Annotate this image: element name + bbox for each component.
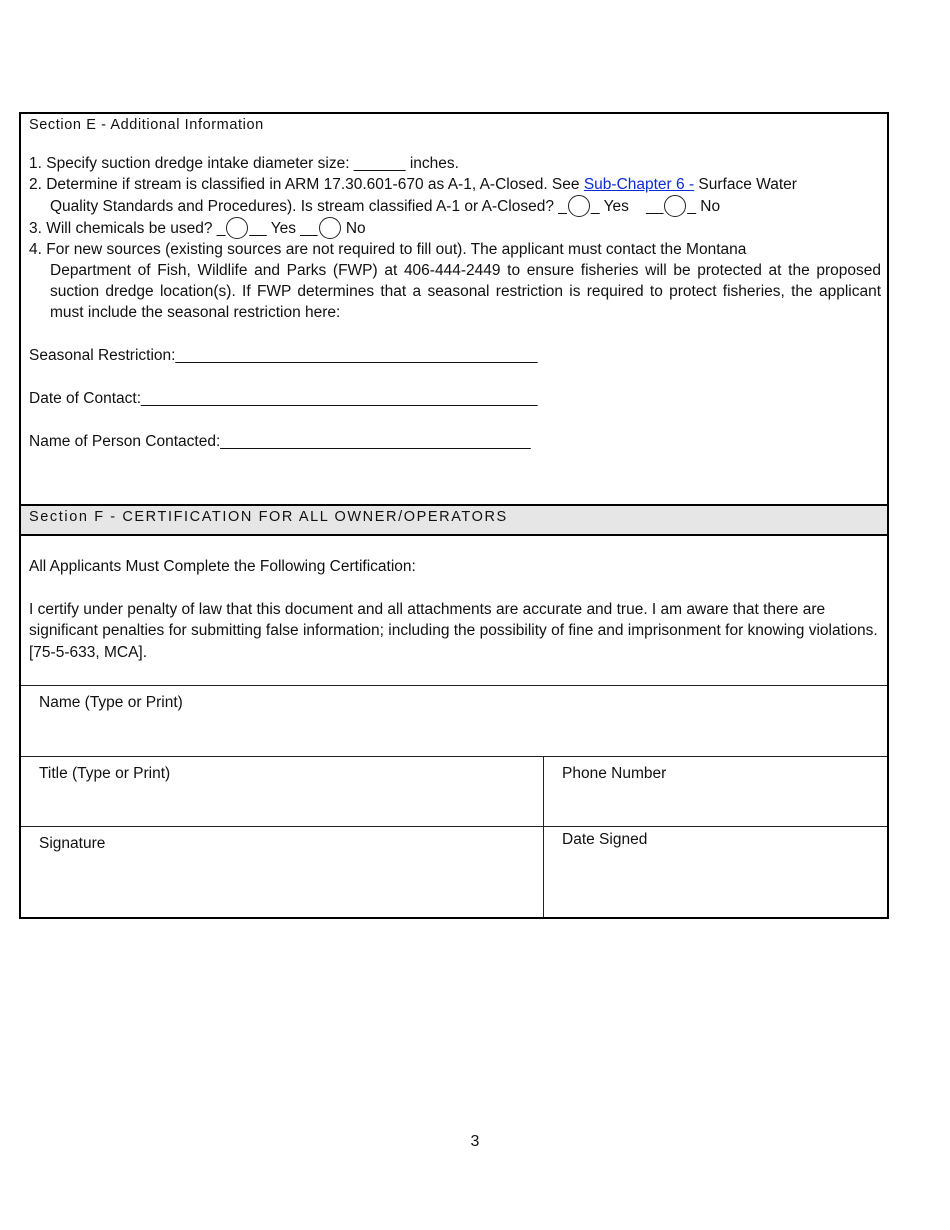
name-row xyxy=(21,686,887,757)
name-contacted-field[interactable]: Name of Person Contacted:____________________________________ xyxy=(29,433,531,450)
question-4-text: 4. For new sources (existing sources are not required to fill out). The applicant must contact the Montana xyxy=(29,241,747,258)
phone-label: Phone Number xyxy=(562,765,667,782)
certification-text xyxy=(21,536,887,686)
radio-q3-no[interactable] xyxy=(319,217,341,239)
section-f-title: Section F - CERTIFICATION FOR ALL OWNER/OPERATORS xyxy=(21,506,887,536)
certification-intro: All Applicants Must Complete the Following Certification: xyxy=(29,558,416,575)
phone-field[interactable] xyxy=(544,757,887,826)
date-signed-label: Date Signed xyxy=(562,831,648,848)
radio-q2-yes[interactable] xyxy=(568,195,590,217)
application-form xyxy=(19,112,889,919)
q3-yes-label: __ Yes __ xyxy=(249,220,318,237)
question-4 xyxy=(29,239,881,323)
question-1-text: 1. Specify suction dredge intake diameter size: ______ inches. xyxy=(29,155,459,172)
name-label: Name (Type or Print) xyxy=(39,694,183,711)
q2-no-label: _ No xyxy=(687,198,721,215)
question-3 xyxy=(29,217,881,239)
sub-chapter-6-link[interactable]: Sub-Chapter 6 - xyxy=(583,176,695,193)
date-of-contact-field[interactable]: Date of Contact:______________________________________________ xyxy=(29,390,538,407)
date-signed-field[interactable] xyxy=(544,827,887,917)
title-label: Title (Type or Print) xyxy=(39,765,171,782)
certification-statement: I certify under penalty of law that this document and all attachments are accurate and true. I am aware that there are significant penalties for submitting false information; including the possibility of fine and imprisonment for knowing violations. [75-5-633, MCA]. xyxy=(29,600,878,661)
question-4-cont-text: Department of Fish, Wildlife and Parks (FWP) at 406-444-2449 to ensure fisheries will be protected at the proposed suction dredge location(s). If FWP determines that a seasonal restriction is required to protect fisheries, the applicant must include the seasonal restriction here: xyxy=(50,262,881,321)
question-2-cont-text: Quality Standards and Procedures). Is stream classified A-1 or A-Closed? _ xyxy=(50,198,567,215)
signature-date-row xyxy=(21,827,887,917)
section-e xyxy=(21,114,887,506)
q3-no-label: No xyxy=(341,220,366,237)
signature-field[interactable] xyxy=(21,827,544,917)
seasonal-restriction-field[interactable]: Seasonal Restriction:__________________________________________ xyxy=(29,347,538,364)
signature-label: Signature xyxy=(39,835,106,852)
section-e-title: Section E - Additional Information xyxy=(29,117,264,133)
title-field[interactable] xyxy=(21,757,544,826)
radio-q2-no[interactable] xyxy=(664,195,686,217)
question-2 xyxy=(29,174,881,217)
name-field[interactable] xyxy=(21,686,887,756)
question-2-text: 2. Determine if stream is classified in ARM 17.30.601-670 as A-1, A-Closed. See xyxy=(29,176,584,193)
question-3-text: 3. Will chemicals be used? _ xyxy=(29,220,226,237)
title-phone-row xyxy=(21,757,887,827)
radio-q3-yes[interactable] xyxy=(226,217,248,239)
question-2-suffix: Surface Water xyxy=(694,176,797,193)
question-2-continuation: Quality Standards and Procedures). Is stream classified A-1 or A-Closed? _ _ Yes __ _ No xyxy=(29,195,881,217)
page-number: 3 xyxy=(470,1133,480,1150)
q2-yes-label: _ Yes xyxy=(590,198,629,215)
question-1 xyxy=(29,153,881,174)
section-e-body xyxy=(21,133,887,452)
